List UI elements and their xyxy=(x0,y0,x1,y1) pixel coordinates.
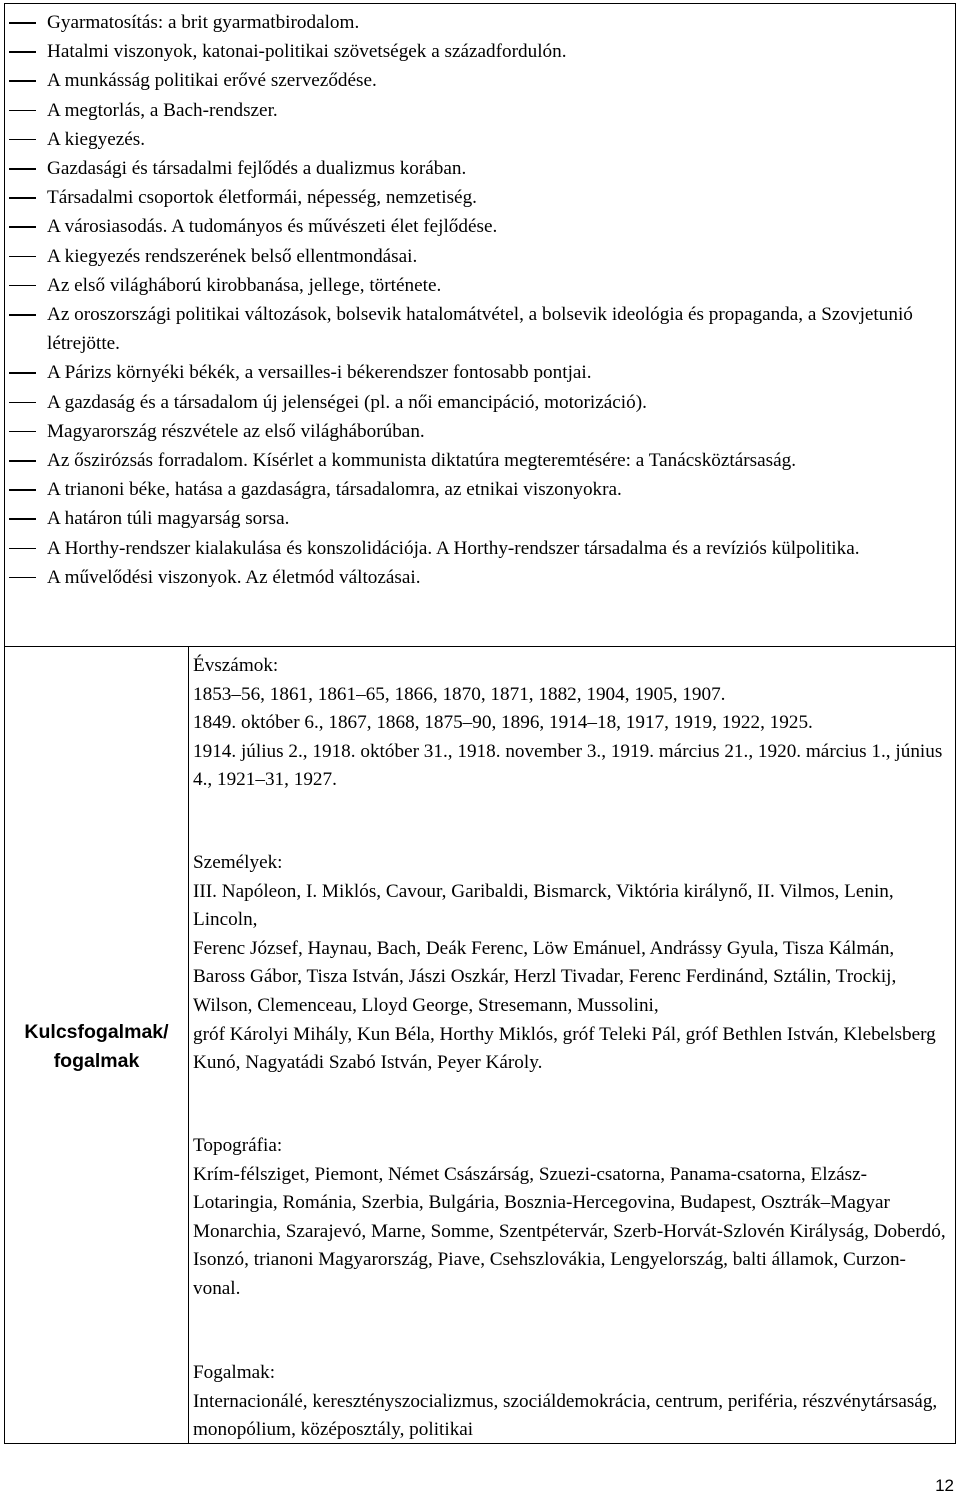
dash-bullet-icon xyxy=(9,197,36,199)
list-item: A művelődési viszonyok. Az életmód változásai. xyxy=(5,563,951,592)
evszamok-line: 1914. július 2., 1918. október 31., 1918. november 3., 1919. március 21., 1920. március 1., június 4., 1921–31, 1927. xyxy=(193,740,943,791)
key-concepts-label: Kulcsfogalmak/ fogalmak xyxy=(24,1021,169,1072)
list-item: Hatalmi viszonyok, katonai-politikai szövetségek a századfordulón. xyxy=(5,37,951,66)
dash-bullet-icon xyxy=(9,431,36,433)
list-item: Társadalmi csoportok életformái, népesség, nemzetiség. xyxy=(5,183,951,212)
dash-bullet-icon xyxy=(9,402,36,404)
szemelyek-section xyxy=(193,849,951,1078)
dash-bullet-icon xyxy=(9,518,36,520)
page-number: 12 xyxy=(935,1476,954,1495)
evszamok-line: 1849. október 6., 1867, 1868, 1875–90, 1896, 1914–18, 1917, 1919, 1922, 1925. xyxy=(193,712,813,734)
dash-bullet-icon xyxy=(9,110,36,112)
list-item: Magyarország részvétele az első világháborúban. xyxy=(5,417,951,446)
dash-bullet-icon xyxy=(9,256,36,258)
topografia-text: Krím-félsziget, Piemont, Német Császárság, Szuezi-csatorna, Panama-csatorna, Elzász-Lotaringia, Románia, Szerbia, Bulgária, Bosznia-Hercegovina, Budapest, Osztrák–Magyar Monarchia, Szarajevó, Marne, Somme, Szentpétervár, Szerb-Horvát-Szlovén Királyság, Doberdó, Isonzó, trianoni Magyarország, Piave, Csehszlovákia, Lengyelország, balti államok, Curzon-vonal. xyxy=(193,1163,946,1299)
list-item: A megtorlás, a Bach-rendszer. xyxy=(5,96,951,125)
list-item: A Horthy-rendszer kialakulása és konszolidációja. A Horthy-rendszer társadalma és a revíziós külpolitika. xyxy=(5,534,951,563)
fogalmak-text: Internacionálé, keresztényszocializmus, szociáldemokrácia, centrum, periféria, részvénytársaság, monopólium, középosztály, politikai xyxy=(193,1390,938,1441)
evszamok-line: 1853–56, 1861, 1861–65, 1866, 1870, 1871, 1882, 1904, 1905, 1907. xyxy=(193,683,726,705)
dash-bullet-icon xyxy=(9,139,36,141)
topografia-section xyxy=(193,1132,951,1304)
fogalmak-heading: Fogalmak: xyxy=(193,1362,276,1383)
dash-bullet-icon xyxy=(9,285,36,287)
szemelyek-line: III. Napóleon, I. Miklós, Cavour, Garibaldi, Bismarck, Viktória királynő, II. Vilmos, Lenin, Lincoln, xyxy=(193,880,894,931)
dash-bullet-icon xyxy=(9,226,36,228)
key-concepts-label-cell xyxy=(5,646,189,1443)
list-item: A munkásság politikai erővé szerveződése. xyxy=(5,66,951,95)
szemelyek-line: Ferenc József, Haynau, Bach, Deák Ferenc, Löw Emánuel, Andrássy Gyula, Tisza Kálmán, Baross Gábor, Tisza István, Jászi Oszkár, Herzl Tivadar, Ferenc Ferdinánd, Sztálin, Trockij, Wilson, Clemenceau, Lloyd George, Stresemann, Mussolini, xyxy=(193,937,897,1016)
dash-bullet-icon xyxy=(9,314,36,316)
list-item: Az őszirózsás forradalom. Kísérlet a kommunista diktatúra megteremtésére: a Tanácsköztársaság. xyxy=(5,446,951,475)
list-item: A határon túli magyarság sorsa. xyxy=(5,504,951,533)
dash-bullet-icon xyxy=(9,372,36,374)
evszamok-section xyxy=(193,652,951,795)
list-item: A kiegyezés rendszerének belső ellentmondásai. xyxy=(5,242,951,271)
dash-bullet-icon xyxy=(9,168,36,170)
document-table xyxy=(4,3,956,1444)
dash-bullet-icon xyxy=(9,548,36,550)
list-item: Az első világháború kirobbanása, jellege, története. xyxy=(5,271,951,300)
list-item: Gazdasági és társadalmi fejlődés a dualizmus korában. xyxy=(5,154,951,183)
list-item: Az oroszországi politikai változások, bolsevik hatalomátvétel, a bolsevik ideológia és propaganda, a Szovjetunió létrejötte. xyxy=(5,300,951,358)
szemelyek-heading: Személyek: xyxy=(193,852,283,873)
topografia-heading: Topográfia: xyxy=(193,1135,283,1156)
list-item: A kiegyezés. xyxy=(5,125,951,154)
dash-bullet-icon xyxy=(9,489,36,491)
dash-bullet-icon xyxy=(9,460,36,462)
dash-bullet-icon xyxy=(9,22,36,24)
list-item: A trianoni béke, hatása a gazdaságra, társadalomra, az etnikai viszonyokra. xyxy=(5,475,951,504)
dash-bullet-icon xyxy=(9,51,36,53)
topics-cell xyxy=(5,4,955,647)
dash-bullet-icon xyxy=(9,80,36,82)
dash-bullet-icon xyxy=(9,577,36,579)
list-item: A városiasodás. A tudományos és művészeti élet fejlődése. xyxy=(5,212,951,241)
szemelyek-line: gróf Károlyi Mihály, Kun Béla, Horthy Miklós, gróf Teleki Pál, gróf Bethlen István, Klebelsberg Kunó, Nagyatádi Szabó István, Peyer Károly. xyxy=(193,1023,936,1074)
topics-list xyxy=(5,8,951,592)
evszamok-heading: Évszámok: xyxy=(193,655,279,676)
fogalmak-section xyxy=(193,1359,951,1445)
list-item: Gyarmatosítás: a brit gyarmatbirodalom. xyxy=(5,8,951,37)
key-concepts-content-cell xyxy=(189,646,955,1443)
list-item: A Párizs környéki békék, a versailles-i békerendszer fontosabb pontjai. xyxy=(5,358,951,387)
list-item: A gazdaság és a társadalom új jelenségei (pl. a női emancipáció, motorizáció). xyxy=(5,388,951,417)
